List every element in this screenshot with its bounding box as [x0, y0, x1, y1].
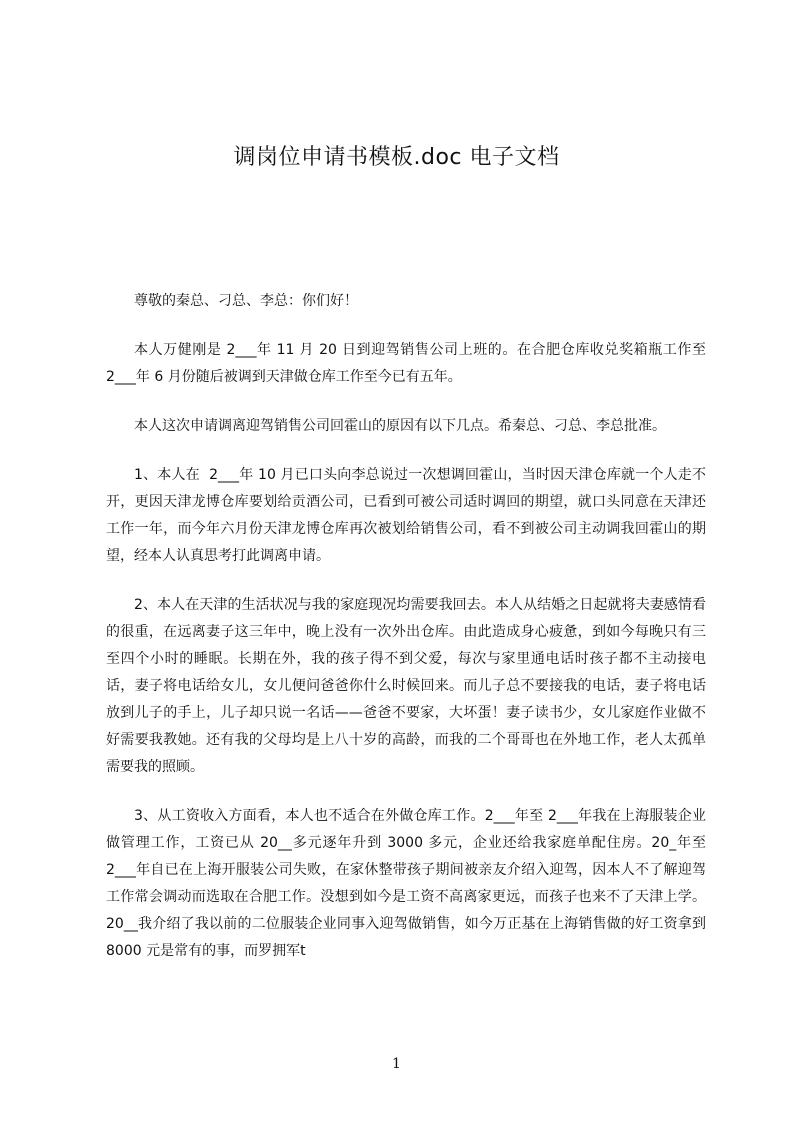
paragraph-reason-1: 1、本人在 2___年 10 月已口头向李总说过一次想调回霍山，当时因天津仓库就一个人走不开，更因天津龙博仓库要划给贡酒公司，已看到可被公司适时调回的期望，就口头同意在天津还工作一年，而今年六月份天津龙博仓库再次被划给销售公司，看不到被公司主动调我回霍山的期望，经本人认真思考打此调离申请。	[106, 467, 706, 564]
paragraph-request: 本人这次申请调离迎驾销售公司回霍山的原因有以下几点。希秦总、刁总、李总批准。	[134, 418, 666, 434]
paragraph-intro: 本人万健刚是 2___年 11 月 20 日到迎驾销售公司上班的。在合肥仓库收兑奖箱瓶工作至 2___年 6 月份随后被调到天津做仓库工作至今已有五年。	[106, 342, 711, 385]
paragraph-reason-2: 2、本人在天津的生活状况与我的家庭现况均需要我回去。本人从结婚之日起就将夫妻感情看的很重，在远离妻子这三年中，晚上没有一次外出仓库。由此造成身心疲惫，到如今每晚只有三至四个小时的睡眠。长期在外，我的孩子得不到父爱，每次与家里通电话时孩子都不主动接电话，妻子将电话给女儿，女儿便问爸爸你什么时候回来。而儿子总不要接我的电话，妻子将电话放到儿子的手上，儿子却只说一名话——爸爸不要家，大坏蛋！妻子读书少，女儿家庭作业做不好需要我教她。还有我的父母均是上八十岁的高龄，而我的二个哥哥也在外地工作，老人太孤单需要我的照顾。	[106, 597, 706, 775]
document-body	[106, 288, 711, 987]
salutation: 尊敬的秦总、刁总、李总：你们好！	[134, 293, 358, 309]
document-title: 调岗位申请书模板.doc 电子文档	[233, 145, 560, 170]
paragraph-reason-3: 3、从工资收入方面看，本人也不适合在外做仓库工作。2___年至 2___年我在上海服装企业做管理工作，工资已从 20__多元逐年升到 3000 多元，企业还给我家庭单配住房。20_年至 2___年自已在上海开服装公司失败，在家休整带孩子期间被亲友介绍入迎驾，因本人不了解迎驾工作常会调动而选取在合肥工作。没想到如今是工资不高离家更远，而孩子也来不了天津上学。20__我介绍了我以前的二位服装企业同事入迎驾做销售，如今万正基在上海销售做的好工资拿到 8000 元是常有的事，而罗拥军t	[106, 808, 711, 959]
page-number: 1	[392, 1056, 401, 1072]
